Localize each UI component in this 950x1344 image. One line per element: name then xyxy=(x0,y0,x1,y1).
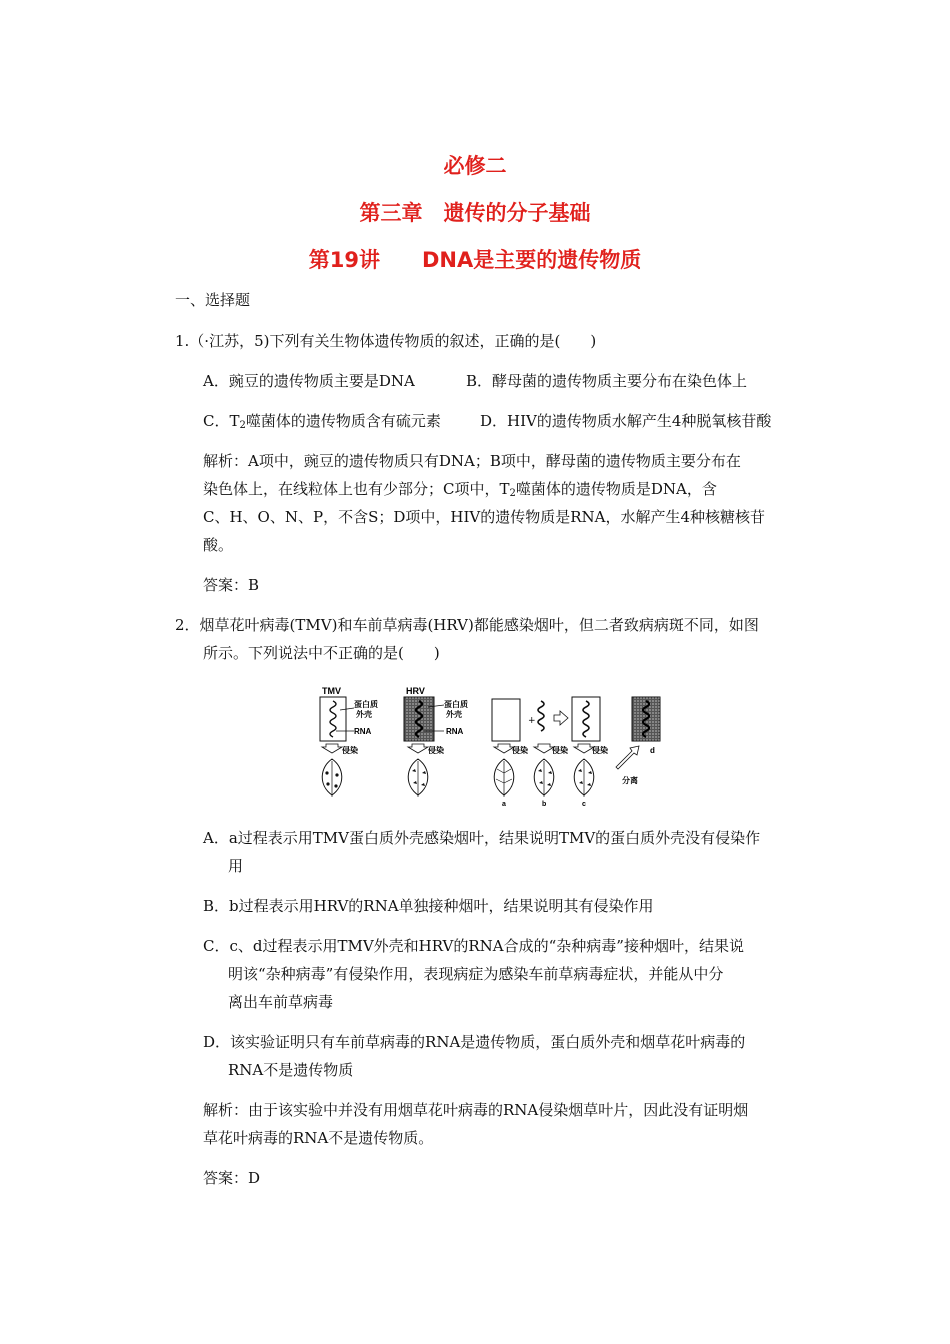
q2-option-d-line2: RNA不是遗传物质 xyxy=(228,1061,354,1079)
a-infect-label: 侵染 xyxy=(512,745,528,755)
leaf-c xyxy=(574,759,594,797)
q2-analysis-line1: 解析：由于该实验中并没有用烟草花叶病毒的RNA侵染烟草叶片，因此没有证明烟 xyxy=(203,1101,749,1119)
q1-analysis-line2: 染色体上，在线粒体上也有少部分；C项中，$T_2$噬菌体的遗传物质是DNA，含 xyxy=(203,480,717,499)
tmv-infect-arrow xyxy=(322,744,342,753)
leaf-b xyxy=(534,759,554,797)
q2-option-a-line2: 用 xyxy=(228,857,244,875)
hrv-label: HRV xyxy=(406,686,425,696)
q1-option-c: C．$T_2$噬菌体的遗传物质含有硫元素 xyxy=(203,412,441,431)
q2-option-a-line1: A．a过程表示用TMV蛋白质外壳感染烟叶，结果说明TMV的蛋白质外壳没有侵染作 xyxy=(203,829,761,847)
b-infect-arrow xyxy=(534,744,554,753)
label-c: c xyxy=(582,801,586,808)
hrv-protein-label-2: 外壳 xyxy=(446,709,462,719)
lecture-title: 第19讲 DNA是主要的遗传物质 xyxy=(308,248,642,272)
q2-option-c-line3: 离出车前草病毒 xyxy=(228,993,334,1011)
plus-sign: + xyxy=(528,716,536,726)
volume-title: 必修二 xyxy=(443,154,507,178)
q2-option-c-line2: 明该“杂种病毒”有侵染作用，表现病症为感染车前草病毒症状，并能从中分 xyxy=(228,965,724,983)
label-b: b xyxy=(542,801,547,808)
hrv-infect-label: 侵染 xyxy=(428,745,444,755)
label-a: a xyxy=(502,801,506,808)
hrv-leaf xyxy=(408,759,428,797)
leaf-a xyxy=(494,759,514,797)
b-infect-label: 侵染 xyxy=(552,745,568,755)
q2-option-b: B．b过程表示用HRV的RNA单独接种烟叶，结果说明其有侵染作用 xyxy=(203,897,654,915)
q2-answer: 答案：D xyxy=(203,1169,261,1187)
empty-coat-box xyxy=(492,699,520,741)
hrv-rna-label: RNA xyxy=(446,727,464,736)
q1-answer: 答案：B xyxy=(203,576,260,594)
q2-option-c-line1: C．c、d过程表示用TMV外壳和HRV的RNA合成的“杂种病毒”接种烟叶，结果说 xyxy=(203,937,744,955)
chapter-title: 第三章 遗传的分子基础 xyxy=(359,201,591,225)
label-d: d xyxy=(650,746,655,755)
section-heading: 一、选择题 xyxy=(175,291,251,309)
tmv-label: TMV xyxy=(322,686,341,696)
c-infect-label: 侵染 xyxy=(592,745,608,755)
tmv-leaf xyxy=(322,759,342,797)
tmv-rna-label: RNA xyxy=(354,727,372,736)
experiment-figure xyxy=(316,685,670,808)
tmv-protein-label-2: 外壳 xyxy=(356,709,372,719)
q1-analysis-line1: 解析：A项中，豌豆的遗传物质只有DNA；B项中，酵母菌的遗传物质主要分布在 xyxy=(203,452,741,470)
q1-stem: 1.（·江苏，5)下列有关生物体遗传物质的叙述，正确的是( ) xyxy=(175,332,597,350)
q1-analysis-line4: 酸。 xyxy=(203,536,234,554)
combine-arrow xyxy=(554,711,568,725)
tmv-protein-label-1: 蛋白质 xyxy=(354,699,378,709)
a-infect-arrow xyxy=(494,744,514,753)
tmv-infect-label: 侵染 xyxy=(342,745,358,755)
separate-label: 分离 xyxy=(622,775,638,785)
q1-option-a: A．豌豆的遗传物质主要是DNA xyxy=(203,372,415,390)
hrv-protein-label-1: 蛋白质 xyxy=(444,699,468,709)
q1-option-d: D．HIV的遗传物质水解产生4种脱氧核苷酸 xyxy=(480,412,772,430)
hrv-rna-coil-free xyxy=(538,701,544,731)
q1-option-b: B．酵母菌的遗传物质主要分布在染色体上 xyxy=(466,372,748,390)
q2-option-d-line1: D．该实验证明只有车前草病毒的RNA是遗传物质，蛋白质外壳和烟草花叶病毒的 xyxy=(203,1033,746,1051)
hrv-infect-arrow xyxy=(408,744,428,753)
q2-stem-line1: 2．烟草花叶病毒(TMV)和车前草病毒(HRV)都能感染烟叶，但二者致病病斑不同，如图 xyxy=(175,616,759,634)
q1-analysis-line3: C、H、O、N、P，不含S；D项中，HIV的遗传物质是RNA，水解产生4种核糖核苷 xyxy=(203,508,766,526)
separate-arrow xyxy=(616,746,639,769)
q2-analysis-line2: 草花叶病毒的RNA不是遗传物质。 xyxy=(203,1129,434,1147)
c-infect-arrow xyxy=(574,744,594,753)
q2-stem-line2: 所示。下列说法中不正确的是( ) xyxy=(203,644,440,662)
